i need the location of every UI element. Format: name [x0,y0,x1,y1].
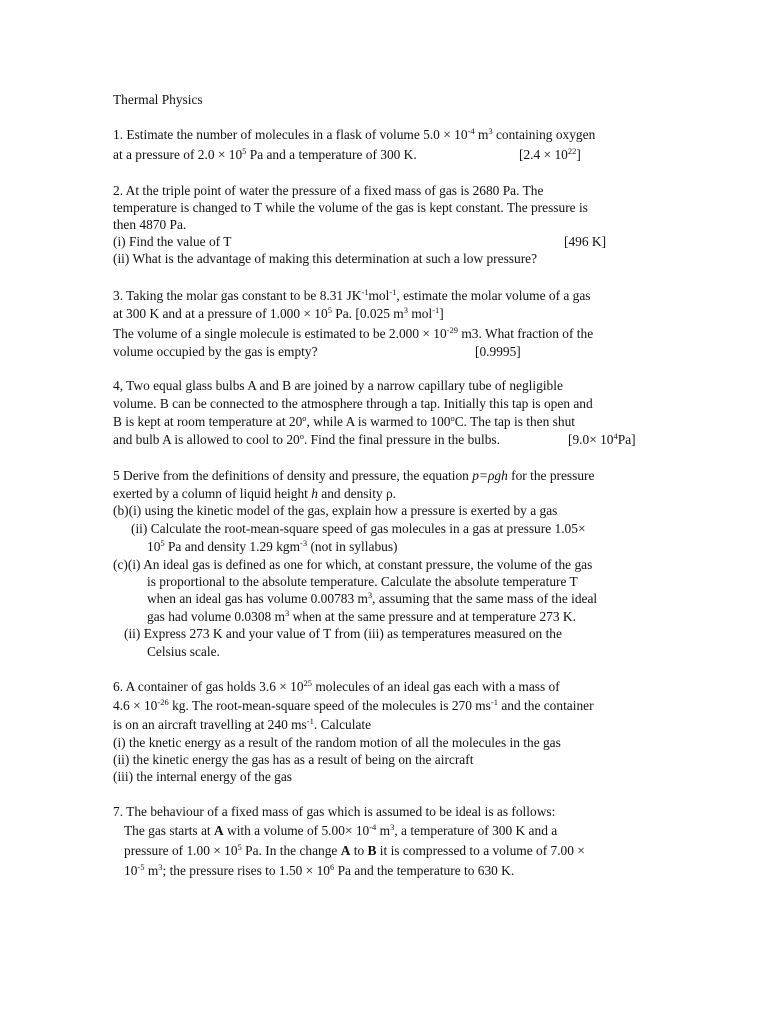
q6-line-5: (ii) the kinetic energy the gas has as a result of being on the aircraft [113,752,474,767]
q1-line-1: 1. Estimate the number of molecules in a flask of volume $5.0 \times 10^{-4}$ $m^3$ containing oxygen [113,126,596,142]
q5-line-6: (c)(i) An ideal gas is defined as one for which, at constant pressure, the volume of the gas [113,557,593,572]
q2-line-2: temperature is changed to T while the volume of the gas is kept constant. The pressure is [113,200,588,215]
q5-line-7: is proportional to the absolute temperature. Calculate the absolute temperature T [147,574,578,589]
q5-line-9: gas had volume 0.0308 $m^3$ when at the same pressure and at temperature 273 K. [147,608,576,624]
q6-line-4: (i) the knetic energy as a result of the random motion of all the molecules in the gas [113,735,561,750]
q7-line-3: pressure of $1.00 \times 10^5$ Pa. In the change A to B it is compressed to a volume of 7.00 × [124,842,585,858]
q5-line-10: (ii) Express 273 K and your value of T from (iii) as temperatures measured on the [124,626,562,641]
q5-line-3: (b)(i) using the kinetic model of the gas, explain how a pressure is exerted by a gas [113,503,558,518]
q3-line-1: 3. Taking the molar gas constant to be 8.31 $JK^{-1}mol^{-1}$, estimate the molar volume of a gas [113,287,591,303]
q2-line-1: 2. At the triple point of water the pressure of a fixed mass of gas is 2680 Pa. The [113,183,544,198]
page-title: Thermal Physics [113,92,203,107]
q1-answer: $[2.4 \times 10^{22}]$ [519,146,581,162]
q5-line-2: exerted by a column of liquid height h and density ρ. [113,486,397,501]
q5-line-8: when an ideal gas has volume 0.00783 $m^3$, assuming that the same mass of the ideal [147,590,598,606]
q2-line-5: (ii) What is the advantage of making this determination at such a low pressure? [113,251,538,266]
q5-line-1: 5 Derive from the definitions of density and pressure, the equation p=ρgh for the pressure [113,468,595,483]
q2-line-3: then 4870 Pa. [113,217,187,232]
q3-line-2: at 300 K and at a pressure of $1.000 \times 10^5$ Pa. [0.025 $m^3$ mol$^{-1}$] [113,305,444,321]
q4-line-1: 4, Two equal glass bulbs A and B are joined by a narrow capillary tube of negligible [113,378,563,393]
q3-line-4: volume occupied by the gas is empty? [113,344,318,359]
q1-line-2: at a pressure of $2.0 \times 10^5$ Pa and a temperature of 300 K. [113,146,417,162]
q4-answer: $[9.0\times 10^4Pa]$ [568,431,636,447]
q4-line-3: B is kept at room temperature at 20$^o$, while A is warmed to 100$^o$C. The tap is then shut [113,413,575,429]
q5-line-4: (ii) Calculate the root-mean-square speed of gas molecules in a gas at pressure 1.05× [131,521,586,536]
q7-line-4: $10^{-5}$ $m^3$; the pressure rises to $1.50 \times 10^6$ Pa and the temperature to 630 K. [124,862,515,878]
q6-line-3: is on an aircraft travelling at 240 $ms^{-1}$. Calculate [113,716,372,732]
q6-line-2: $4.6 \times 10^{-26}$ kg. The root-mean-square speed of the molecules is 270 $ms^{-1}$ and the container [113,697,594,713]
q2-line-4: (i) Find the value of T [113,234,232,249]
q7-line-2: The gas starts at A with a volume of $5.00\times 10^{-4}$ $m^3$, a temperature of 300 K and a [124,822,558,838]
q4-line-2: volume. B can be connected to the atmosphere through a tap. Initially this tap is open and [113,396,593,411]
q6-line-1: 6. A container of gas holds $3.6 \times 10^{25}$ molecules of an ideal gas each with a mass of [113,678,560,694]
q2-answer: [496 K] [564,234,607,249]
q3-answer: [0.9995] [475,344,521,359]
q6-line-6: (iii) the internal energy of the gas [113,769,292,784]
q5-line-5: $10^5$ Pa and density 1.29 kgm$^{-3}$ (not in syllabus) [147,538,398,554]
q4-line-4: and bulb A is allowed to cool to 20$^o$. Find the final pressure in the bulbs. [113,431,500,447]
q7-line-1: 7. The behaviour of a fixed mass of gas which is assumed to be ideal is as follows: [113,804,556,819]
q5-line-11: Celsius scale. [147,644,220,659]
q3-line-3: The volume of a single molecule is estimated to be $2.000 \times 10^{-29}$ m3. What fraction of the [113,325,594,341]
